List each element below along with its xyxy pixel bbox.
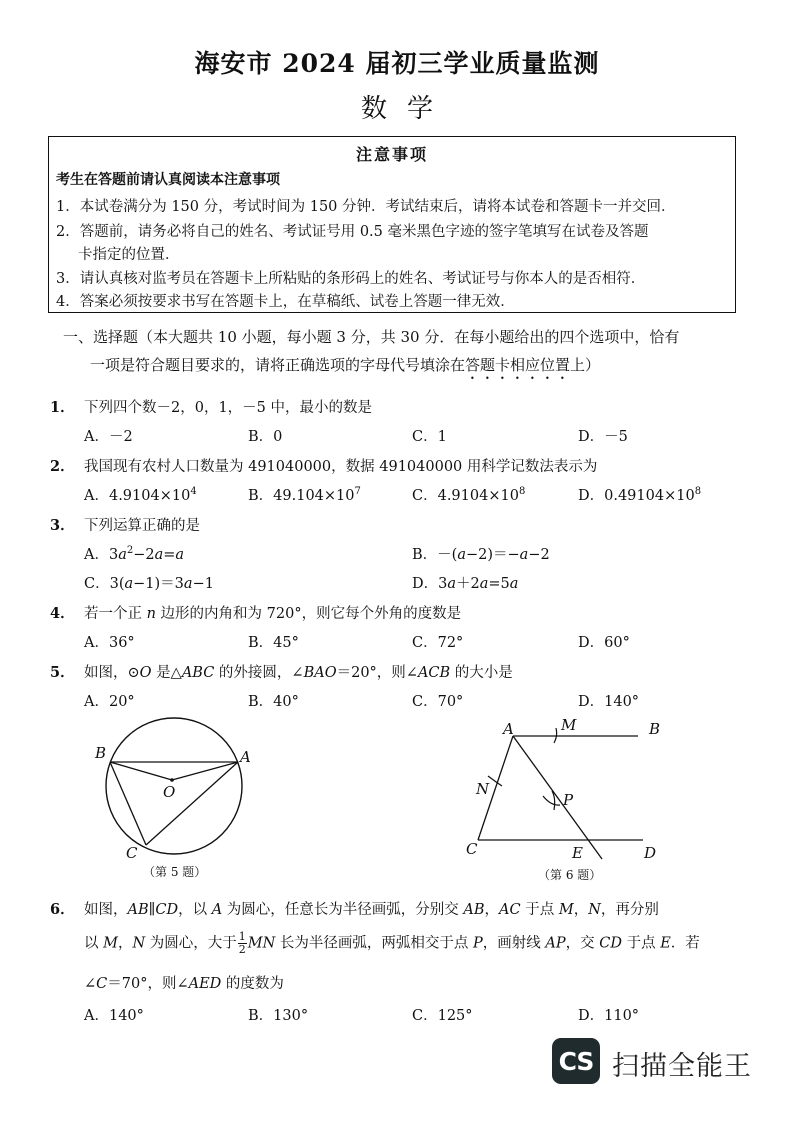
option-a: A．36° (84, 635, 135, 651)
option-c: C．72° (412, 635, 464, 651)
notice-title: 注意事项 (355, 145, 428, 164)
option-b: B．40° (248, 694, 299, 710)
question-4-stem: 若一个正 n 边形的内角和为 720°，则它每个外角的度数是 (84, 606, 462, 622)
question-number: 6． (50, 901, 75, 918)
option-d: D．60° (578, 635, 630, 651)
question-6-stem-line1: 如图，AB∥CD，以 A 为圆心，任意长为半径画弧，分别交 AB，AC 于点 M，N，再分别 (84, 902, 659, 918)
option-a: A．$3a^2-2a=a$ (84, 545, 185, 563)
question-3-stem: 下列运算正确的是 (84, 518, 200, 534)
option-b: B．45° (248, 635, 299, 651)
option-a: A．20° (84, 694, 135, 710)
arc-at-n (488, 776, 502, 786)
notice-lead: 考生在答题前请认真阅读本注意事项 (56, 172, 280, 188)
question-number: 5． (50, 664, 75, 681)
question-number: 4． (50, 605, 75, 622)
question-1-stem: 下列四个数－2，0，1，－5 中，最小的数是 (84, 400, 373, 416)
option-d: D．$0.49104\times 10^8$ (578, 486, 702, 504)
label-n: N (476, 780, 490, 798)
label-c: C (466, 840, 478, 858)
figure-5 (88, 716, 268, 886)
question-number: 2． (50, 458, 75, 475)
option-d: D．－5 (578, 429, 628, 445)
label-d: D (644, 844, 657, 862)
option-c: C．125° (412, 1008, 473, 1024)
option-b: B．130° (248, 1008, 309, 1024)
section-heading: 一、选择题（本大题共 10 小题，每小题 3 分，共 30 分．在每小题给出的四个选项中，恰有 (63, 328, 680, 346)
exam-title: 海安市 2024 届初三学业质量监测 (194, 49, 600, 78)
question-number: 3． (50, 517, 75, 534)
label-p: P (563, 791, 574, 809)
option-b: B．－(a−2)＝−a−2 (412, 547, 550, 563)
notice-box (48, 136, 736, 313)
option-a: A．－2 (84, 429, 133, 445)
center-point (170, 778, 174, 782)
option-d: D．110° (578, 1008, 640, 1024)
segment-bc (110, 762, 146, 845)
option-c: C．3(a−1)＝3a−1 (84, 576, 214, 592)
figure-6 (458, 716, 678, 886)
option-d: D．3a＋2a=5a (412, 576, 519, 592)
notice-item-continued: 卡指定的位置． (78, 247, 180, 263)
figure-caption: （第 6 题） (538, 868, 602, 882)
question-number: 1． (50, 399, 75, 416)
question-2-stem: 我国现有农村人口数量为 491040000，数据 491040000 用科学记数法表示为 (84, 459, 598, 475)
option-c: C．$4.9104\times 10^8$ (412, 486, 526, 504)
camscanner-logo: CS (552, 1038, 600, 1084)
label-b: B (649, 720, 661, 738)
option-a: A．$4.9104\times 10^4$ (84, 486, 197, 504)
label-o: O (163, 783, 176, 801)
label-b: B (95, 744, 107, 762)
label-a: A (503, 720, 514, 738)
notice-item: 1．本试卷满分为 150 分，考试时间为 150 分钟．考试结束后，请将本试卷和答题卡一并交回． (56, 199, 676, 215)
emphasis-text: 答题卡相应位置 (465, 356, 571, 374)
label-m: M (561, 716, 577, 734)
label-c: C (126, 844, 138, 862)
section-heading-line2: 一项是符合题目要求的，请将正确选项的字母代号填涂在答题卡相应位置上） (90, 356, 601, 374)
option-d: D．140° (578, 694, 640, 710)
notice-item: 4．答案必须按要求书写在答题卡上，在草稿纸、试卷上答题一律无效． (56, 294, 515, 310)
question-6-stem-line2: 以 M，N 为圆心，大于 $\frac{1}{2}$ MN 长为半径画弧，两弧相交于点 P，画射线 AP，交 CD 于点 E．若 (84, 930, 700, 956)
question-6-stem-line3: ∠C＝70°，则∠AED 的度数为 (84, 976, 284, 992)
option-b: B．0 (248, 429, 283, 445)
option-c: C．1 (412, 429, 447, 445)
option-b: B．$49.104\times 10^7$ (248, 486, 361, 504)
notice-item: 3．请认真核对监考员在答题卡上所粘贴的条形码上的姓名、考试证号与你本人的是否相符． (56, 271, 646, 287)
figure-caption: （第 5 题） (143, 865, 207, 879)
segment-bo (110, 762, 172, 780)
option-a: A．140° (84, 1008, 144, 1024)
scanner-watermark (552, 1038, 772, 1088)
option-c: C．70° (412, 694, 464, 710)
notice-item: 2．答题前，请务必将自己的姓名、考试证号用 0.5 毫米黑色字迹的签字笔填写在试卷及答题 (56, 224, 649, 240)
watermark-text: 扫描全能王 (612, 1051, 752, 1082)
question-5-stem: 如图，⊙O 是△ABC 的外接圆，∠BAO＝20°，则∠ACB 的大小是 (84, 665, 513, 681)
label-e: E (572, 844, 583, 862)
label-a: A (240, 748, 251, 766)
subject-title: 数学 (360, 94, 453, 124)
